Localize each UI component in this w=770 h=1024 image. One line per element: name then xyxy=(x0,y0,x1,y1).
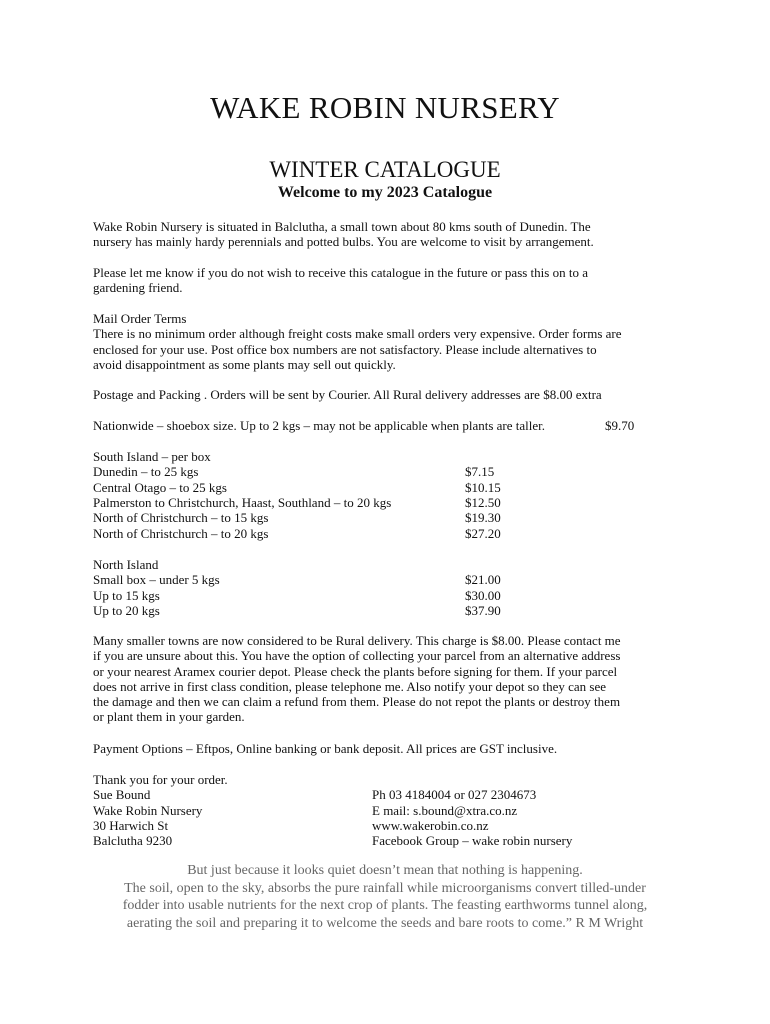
price-row-label: Central Otago – to 25 kgs xyxy=(93,479,227,495)
intro-line: nursery has mainly hardy perennials and potted bulbs. You are welcome to visit by arrangement. xyxy=(93,234,594,250)
price-row-label: Up to 20 kgs xyxy=(93,602,160,618)
mail-order-line: There is no minimum order although freight costs make small orders very expensive. Order forms are xyxy=(93,326,622,342)
closing-quote xyxy=(80,862,690,932)
price-row xyxy=(93,603,683,618)
price-row xyxy=(93,480,683,495)
south-island-heading-text: South Island – per box xyxy=(93,449,211,464)
facebook-group: Facebook Group – wake robin nursery xyxy=(372,833,573,849)
price-row xyxy=(93,572,683,587)
postage-text: Postage and Packing . Orders will be sent by Courier. All Rural delivery addresses are $8.00 extra xyxy=(93,387,602,402)
contact-row xyxy=(93,833,683,848)
thanks-line xyxy=(93,772,683,787)
signoff-town: Balclutha 9230 xyxy=(93,833,173,849)
price-row-value: $19.30 xyxy=(465,510,501,526)
price-row-label: Dunedin – to 25 kgs xyxy=(93,464,199,480)
price-row-label: North of Christchurch – to 15 kgs xyxy=(93,510,269,526)
price-row xyxy=(93,526,683,541)
nationwide-row xyxy=(93,418,683,433)
mail-order-line: avoid disappointment as some plants may sell out quickly. xyxy=(93,356,396,372)
unsubscribe-line: gardening friend. xyxy=(93,280,183,296)
price-row-label: Up to 15 kgs xyxy=(93,587,160,603)
north-island-heading xyxy=(93,557,683,572)
quote-line: But just because it looks quiet doesn’t mean that nothing is happening. xyxy=(187,863,583,878)
south-island-heading xyxy=(93,449,683,464)
price-row-label: Palmerston to Christchurch, Haast, Southland – to 20 kgs xyxy=(93,494,392,510)
quote-line: fodder into usable nutrients for the next crop of plants. The feasting earthworms tunnel along, xyxy=(122,898,648,913)
contact-row xyxy=(93,803,683,818)
unsubscribe-line: Please let me know if you do not wish to receive this catalogue in the future or pass this on to a xyxy=(93,265,588,280)
price-row xyxy=(93,495,683,510)
payment-text: Payment Options – Eftpos, Online banking or bank deposit. All prices are GST inclusive. xyxy=(93,741,558,756)
north-island-heading-text: North Island xyxy=(93,557,159,572)
quote-line: The soil, open to the sky, absorbs the pure rainfall while microorganisms convert tilled-under xyxy=(124,880,646,896)
contact-row xyxy=(93,787,683,802)
price-row-label: North of Christchurch – to 20 kgs xyxy=(93,525,269,541)
payment-options xyxy=(93,741,683,756)
nationwide-price: $9.70 xyxy=(605,418,635,433)
price-row-value: $7.15 xyxy=(465,464,495,480)
catalogue-subtitle: WINTER CATALOGUE xyxy=(269,157,501,182)
price-row-value: $30.00 xyxy=(465,587,501,603)
email-address: E mail: s.bound@xtra.co.nz xyxy=(372,802,518,818)
mail-order-section xyxy=(93,311,683,372)
signoff-street: 30 Harwich St xyxy=(93,817,169,833)
postage-note xyxy=(93,387,683,402)
price-row xyxy=(93,510,683,525)
welcome-heading: Welcome to my 2023 Catalogue xyxy=(277,184,493,201)
rural-line: Many smaller towns are now considered to be Rural delivery. This charge is $8.00. Please contact me xyxy=(93,633,621,648)
rural-line: or plant them in your garden. xyxy=(93,709,245,725)
website-url: www.wakerobin.co.nz xyxy=(372,817,489,833)
price-row-value: $37.90 xyxy=(465,602,501,618)
quote-line: aerating the soil and preparing it to welcome the seeds and bare roots to come.” R M Wright xyxy=(126,915,644,931)
signoff-name: Sue Bound xyxy=(93,787,151,803)
price-row-value: $10.15 xyxy=(465,479,501,495)
intro-line: Wake Robin Nursery is situated in Balclutha, a small town about 80 kms south of Dunedin. The xyxy=(93,219,591,234)
rural-line: or your nearest Aramex courier depot. Please check the plants before signing for them. If your parcel xyxy=(93,663,618,679)
contact-row xyxy=(93,818,683,833)
thanks-text: Thank you for your order. xyxy=(93,772,228,787)
phone-number: Ph 03 4184004 or 027 2304673 xyxy=(372,787,537,803)
price-row-label: Small box – under 5 kgs xyxy=(93,572,220,588)
rural-line: if you are unsure about this. You have the option of collecting your parcel from an alternative address xyxy=(93,648,621,664)
signoff-business: Wake Robin Nursery xyxy=(93,802,203,818)
price-row xyxy=(93,588,683,603)
price-row xyxy=(93,464,683,479)
price-row-value: $27.20 xyxy=(465,525,501,541)
rural-line: the damage and then we can claim a refund from them. Please do not repot the plants or destroy them xyxy=(93,694,621,710)
intro-paragraph xyxy=(93,219,683,250)
mail-order-heading: Mail Order Terms xyxy=(93,311,187,326)
price-row-value: $21.00 xyxy=(465,572,501,588)
price-row-value: $12.50 xyxy=(465,494,501,510)
unsubscribe-paragraph xyxy=(93,265,683,296)
page-title: WAKE ROBIN NURSERY xyxy=(210,90,560,125)
rural-line: does not arrive in first class condition, please telephone me. Also notify your depot so they can see xyxy=(93,678,607,694)
nationwide-label: Nationwide – shoebox size. Up to 2 kgs – may not be applicable when plants are taller. xyxy=(93,418,545,433)
mail-order-line: enclosed for your use. Post office box numbers are not satisfactory. Please include alternatives to xyxy=(93,341,597,357)
rural-delivery-paragraph xyxy=(93,633,683,725)
